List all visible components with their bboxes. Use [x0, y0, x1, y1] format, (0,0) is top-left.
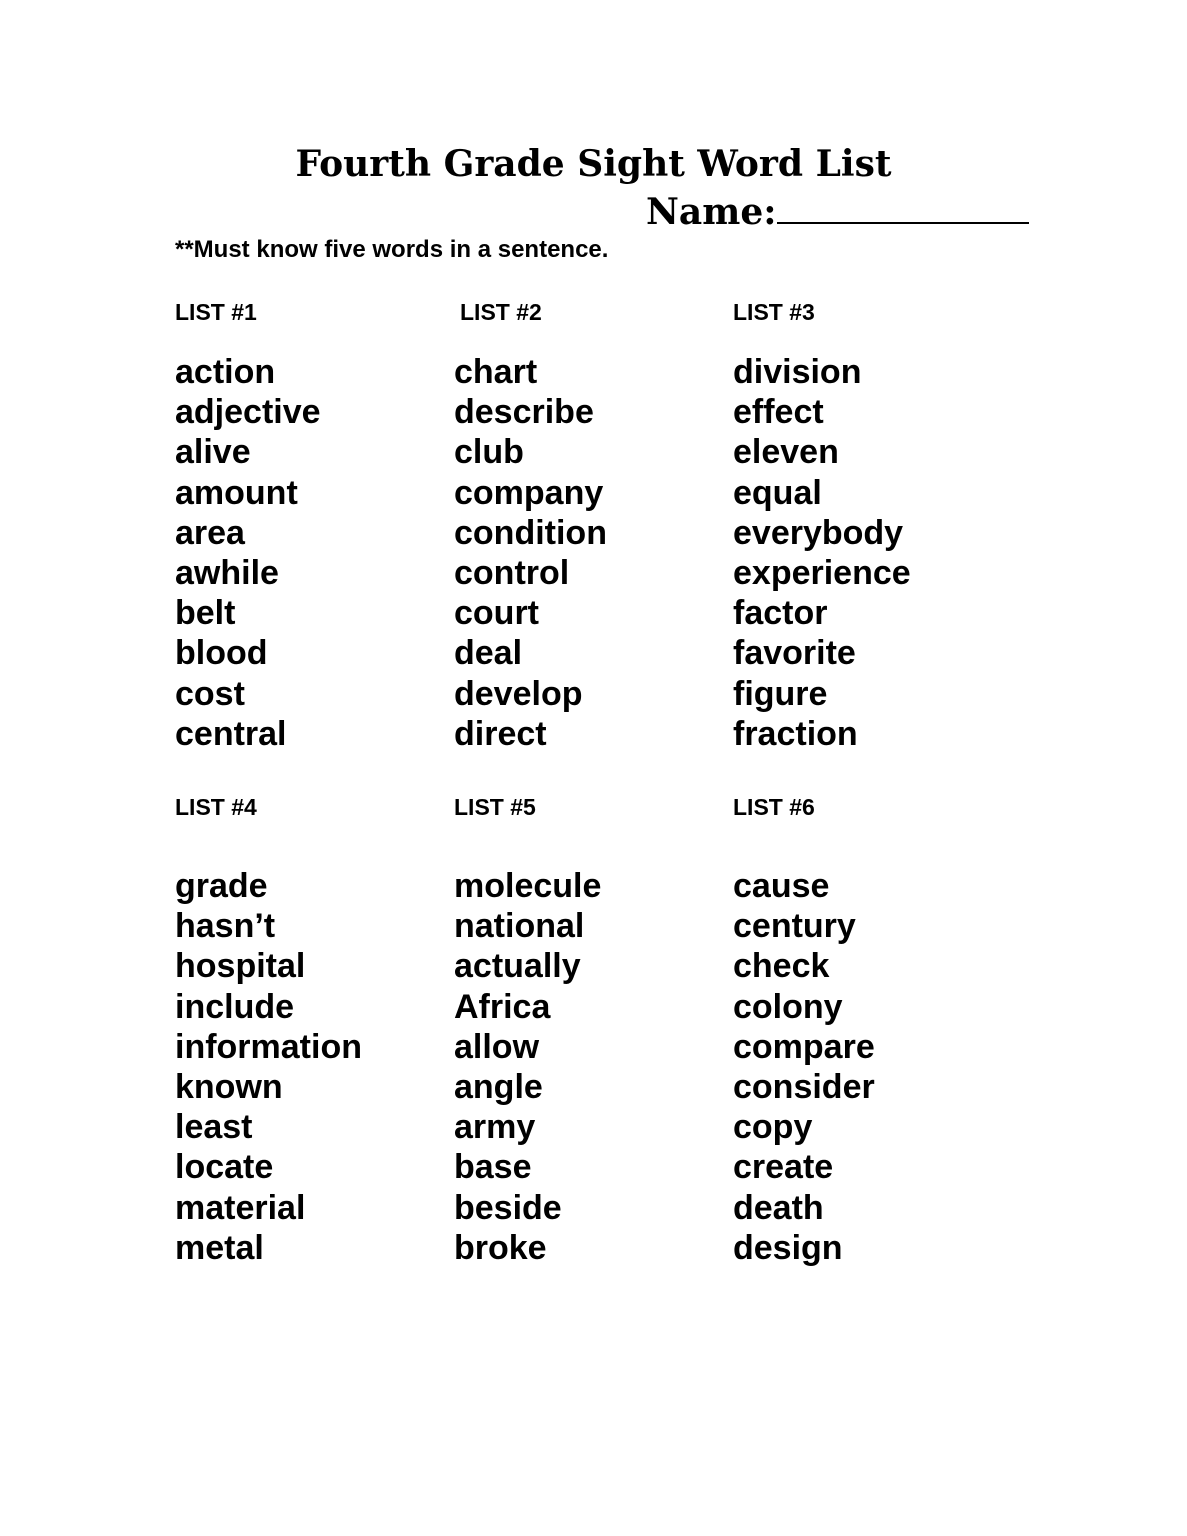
- word-item: division: [733, 353, 862, 391]
- word-item: everybody: [733, 513, 904, 552]
- name-field: [646, 190, 1029, 234]
- list-heading: LIST #6: [733, 794, 815, 820]
- word-item: chart: [454, 353, 538, 391]
- word-item: allow: [454, 1027, 540, 1066]
- word-list-1: [175, 298, 435, 754]
- word-item: develop: [454, 674, 583, 713]
- word-item: condition: [454, 513, 607, 552]
- word-item: cost: [175, 674, 245, 713]
- word-item: colony: [733, 987, 843, 1026]
- list-heading: LIST #1: [175, 299, 257, 325]
- word-item: amount: [175, 473, 298, 512]
- word-list-4: [175, 793, 435, 1268]
- word-item: century: [733, 907, 856, 946]
- word-item: include: [175, 987, 295, 1026]
- word-item: court: [454, 594, 539, 633]
- word-item: central: [175, 714, 287, 753]
- word-item: metal: [175, 1228, 264, 1267]
- word-item: cause: [733, 867, 830, 905]
- page-title: Fourth Grade Sight Word List: [295, 143, 892, 185]
- word-item: grade: [175, 867, 268, 905]
- word-item: fraction: [733, 714, 858, 753]
- word-items: [733, 866, 993, 1268]
- word-items: [175, 352, 435, 754]
- word-item: design: [733, 1228, 843, 1267]
- word-item: company: [454, 473, 604, 512]
- word-item: awhile: [175, 554, 279, 593]
- word-item: adjective: [175, 393, 321, 432]
- word-item: create: [733, 1148, 834, 1187]
- word-item: base: [454, 1148, 532, 1187]
- list-heading: LIST #2: [460, 299, 542, 325]
- word-item: direct: [454, 714, 547, 753]
- word-item: beside: [454, 1188, 562, 1227]
- word-item: belt: [175, 594, 236, 633]
- word-item: alive: [175, 433, 251, 472]
- list-heading: LIST #5: [454, 794, 536, 820]
- word-item: favorite: [733, 634, 856, 673]
- word-list-3: [733, 298, 993, 754]
- word-list-6: [733, 793, 993, 1268]
- word-item: control: [454, 554, 570, 593]
- word-item: compare: [733, 1027, 875, 1066]
- word-list-5: [454, 793, 714, 1268]
- word-item: effect: [733, 393, 824, 432]
- word-item: figure: [733, 674, 828, 713]
- list-heading: LIST #4: [175, 794, 257, 820]
- word-item: national: [454, 907, 585, 946]
- word-item: action: [175, 353, 276, 391]
- word-item: deal: [454, 634, 523, 673]
- word-item: equal: [733, 473, 822, 512]
- word-item: describe: [454, 393, 594, 432]
- name-blank-line[interactable]: [777, 192, 1029, 224]
- word-item: blood: [175, 634, 268, 673]
- word-item: eleven: [733, 433, 839, 472]
- instruction-note: **Must know five words in a sentence.: [175, 236, 609, 263]
- name-label: Name:: [646, 191, 777, 233]
- word-item: least: [175, 1108, 253, 1147]
- word-item: Africa: [454, 987, 551, 1026]
- word-item: area: [175, 513, 245, 552]
- word-item: angle: [454, 1068, 543, 1107]
- word-list-2: [454, 298, 714, 754]
- list-heading: LIST #3: [733, 299, 815, 325]
- word-item: broke: [454, 1228, 547, 1267]
- word-item: club: [454, 433, 524, 472]
- word-item: check: [733, 947, 830, 986]
- word-items: [454, 352, 714, 754]
- word-item: known: [175, 1068, 283, 1107]
- word-item: hasn’t: [175, 907, 276, 946]
- word-items: [175, 866, 435, 1268]
- word-item: death: [733, 1188, 824, 1227]
- word-item: material: [175, 1188, 306, 1227]
- word-items: [454, 866, 714, 1268]
- word-item: army: [454, 1108, 536, 1147]
- word-item: factor: [733, 594, 828, 633]
- word-item: consider: [733, 1068, 875, 1107]
- word-item: actually: [454, 947, 581, 986]
- word-item: hospital: [175, 947, 306, 986]
- word-item: information: [175, 1027, 362, 1066]
- word-item: copy: [733, 1108, 813, 1147]
- word-item: molecule: [454, 867, 602, 905]
- word-items: [733, 352, 993, 754]
- word-item: locate: [175, 1148, 274, 1187]
- word-item: experience: [733, 554, 911, 593]
